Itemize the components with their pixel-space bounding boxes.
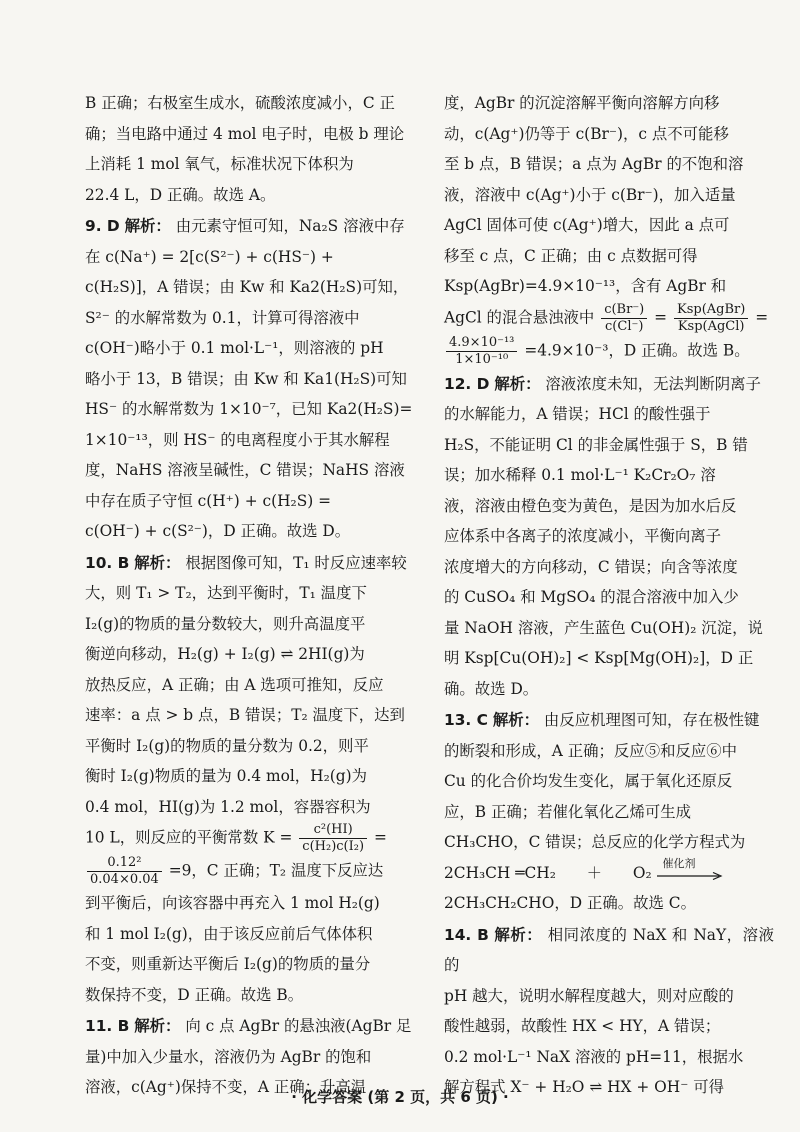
text-line: 明 Ksp[Cu(OH)₂] < Ksp[Mg(OH)₂]，D 正	[444, 649, 754, 667]
text-line: 度，AgBr 的沉淀溶解平衡向溶解方向移	[444, 94, 720, 112]
answer-q11-continued	[444, 88, 774, 368]
text-line: 由反应机理图可知，存在极性键	[543, 711, 760, 729]
fraction	[299, 822, 367, 855]
equilibrium-value-line	[85, 855, 415, 888]
fraction	[674, 302, 748, 335]
left-column	[85, 88, 415, 1103]
text-line: 放热反应，A 正确；由 A 选项可推知，反应	[85, 675, 384, 694]
equals-sign: =	[373, 828, 387, 847]
answer-label: 14. B	[444, 925, 489, 944]
answer-q13	[444, 705, 774, 919]
fraction-denominator: 1×10⁻¹⁰	[455, 351, 509, 367]
text-line: 和 1 mol I₂(g)，由于该反应前后气体体积	[85, 924, 373, 943]
text-line: I₂(g)的物质的量分数较大，则升高温度平	[85, 614, 366, 633]
chemical-equation	[444, 858, 774, 889]
answer-label: 10. B	[85, 553, 130, 572]
fraction-denominator: c(H₂)c(I₂)	[302, 839, 365, 854]
text-line: 到平衡后，向该容器中再充入 1 mol H₂(g)	[85, 894, 380, 912]
fraction	[601, 302, 647, 335]
text-line: 解方程式 X⁻ + H₂O ⇌ HX + OH⁻ 可得	[444, 1078, 724, 1096]
analysis-tag: 解析：	[492, 711, 540, 729]
text-line: 确；当电路中通过 4 mol 电子时，电极 b 理论	[85, 124, 405, 143]
text-line: 溶液，c(Ag⁺)保持不变，A 正确；升高温	[85, 1078, 367, 1096]
text-line: 数保持不变，D 正确。故选 B。	[85, 985, 304, 1004]
text-line: 不变，则重新达平衡后 I₂(g)的物质的量分	[85, 955, 371, 973]
text-line: 在 c(Na⁺) = 2[c(S²⁻) + c(HS⁻) +	[85, 247, 334, 266]
text-line: AgCl 固体可使 c(Ag⁺)增大，因此 a 点可	[444, 216, 730, 234]
text-line: 液，溶液中 c(Ag⁺)小于 c(Br⁻)，加入适量	[444, 185, 736, 204]
text-line: 大，则 T₁ > T₂，达到平衡时，T₁ 温度下	[85, 584, 367, 602]
page-footer: · 化学答案 (第 2 页，共 6 页) ·	[291, 1088, 509, 1106]
equals-sign: =	[755, 308, 769, 326]
analysis-tag: 解析：	[124, 217, 171, 235]
text-line: 略小于 13，B 错误；由 Kw 和 Ka1(H₂S)可知	[85, 369, 407, 388]
text-line: c(H₂S)]，A 错误；由 Kw 和 Ka2(H₂S)可知，	[85, 278, 409, 296]
text-line: Cu 的化合价均发生变化，属于氧化还原反	[444, 772, 733, 790]
answer-label: 13. C	[444, 711, 488, 729]
text-line: 衡时 I₂(g)物质的量为 0.4 mol，H₂(g)为	[85, 767, 368, 785]
analysis-tag: 解析：	[134, 553, 181, 572]
answer-q10	[85, 548, 415, 1011]
fraction-numerator: 0.12²	[87, 855, 162, 872]
fraction	[87, 855, 162, 888]
text-line: 应，B 正确；若催化氧化乙烯可生成	[444, 802, 692, 821]
text-line: 0.4 mol，HI(g)为 1.2 mol，容器容积为	[85, 797, 371, 816]
text-line: 量)中加入少量水，溶液仍为 AgBr 的饱和	[85, 1047, 372, 1066]
text-line: B 正确；右极室生成水，硫酸浓度减小，C 正	[85, 94, 395, 112]
text-line: pH 越大，说明水解程度越大，则对应酸的	[444, 986, 734, 1005]
text-line: 酸性越弱，故酸性 HX < HY，A 错误；	[444, 1017, 721, 1035]
catalyst-arrow	[657, 856, 727, 886]
fraction-denominator: 0.04×0.04	[90, 872, 159, 887]
text-line: 度，NaHS 溶液呈碱性，C 错误；NaHS 溶液	[85, 461, 405, 479]
analysis-tag: 解析：	[494, 925, 543, 944]
text-fragment: AgCl 的混合悬浊液中	[444, 308, 595, 326]
text-fragment: =9，C 正确；T₂ 温度下反应达	[168, 861, 384, 880]
text-line: 的 CuSO₄ 和 MgSO₄ 的混合溶液中加入少	[444, 588, 739, 606]
answer-q12	[444, 369, 774, 705]
text-line: 确。故选 D。	[444, 679, 539, 698]
text-line: 动，c(Ag⁺)仍等于 c(Br⁻)，c 点不可能移	[444, 124, 729, 143]
text-line: c(OH⁻) + c(S²⁻)，D 正确。故选 D。	[85, 522, 351, 540]
text-line: H₂S，不能证明 Cl 的非金属性强于 S，B 错	[444, 435, 748, 454]
text-line: 0.2 mol·L⁻¹ NaX 溶液的 pH=11，根据水	[444, 1047, 744, 1066]
text-line: 溶液浓度未知，无法判断阴离子	[545, 374, 761, 393]
fraction-numerator: Ksp(AgBr)	[674, 302, 748, 319]
fraction-numerator: c²(HI)	[299, 822, 367, 839]
analysis-tag: 解析：	[494, 374, 541, 393]
fraction	[446, 335, 517, 368]
text-line: 的断裂和形成，A 正确；反应⑤和反应⑥中	[444, 741, 738, 760]
text-line: 至 b 点，B 错误；a 点为 AgBr 的不饱和溶	[444, 155, 744, 173]
text-line: 应体系中各离子的浓度减小，平衡向离子	[444, 527, 722, 545]
text-line: 误；加水稀释 0.1 mol·L⁻¹ K₂Cr₂O₇ 溶	[444, 466, 716, 484]
fraction-numerator: 4.9×10⁻¹³	[446, 335, 517, 352]
arrow-icon	[657, 872, 723, 880]
text-line: 平衡时 I₂(g)的物质的量分数为 0.2，则平	[85, 736, 369, 755]
answer-label: 9. D	[85, 217, 120, 235]
text-line: 液，溶液由橙色变为黄色，是因为加水后反	[444, 496, 737, 515]
text-line: 根据图像可知，T₁ 时反应速率较	[185, 553, 407, 572]
text-line: 速率：a 点 > b 点，B 错误；T₂ 温度下，达到	[85, 706, 405, 724]
text-line: 向 c 点 AgBr 的悬浊液(AgBr 足	[185, 1017, 412, 1035]
equals-sign: =	[654, 308, 668, 326]
text-line: 1×10⁻¹³，则 HS⁻ 的电离程度小于其水解程	[85, 430, 390, 449]
paragraph-q8-end	[85, 88, 415, 210]
text-line: CH₃CHO，C 错误；总反应的化学方程式为	[444, 833, 746, 851]
equilibrium-constant-line	[85, 822, 415, 855]
text-line: 衡逆向移动，H₂(g) + I₂(g) ⇌ 2HI(g)为	[85, 645, 365, 663]
right-column	[444, 88, 774, 1103]
text-line: 的水解能力，A 错误；HCl 的酸性强于	[444, 405, 711, 423]
text-line: S²⁻ 的水解常数为 0.1，计算可得溶液中	[85, 308, 360, 327]
ratio-line	[444, 302, 774, 335]
text-line: 2CH₃CH₂CHO，D 正确。故选 C。	[444, 894, 696, 912]
text-line: 上消耗 1 mol 氧气，标准状况下体积为	[85, 155, 354, 173]
catalyst-label: 催化剂	[662, 856, 696, 870]
equation-reactants: 2CH₃CH ═CH₂ ＋ O₂	[444, 863, 652, 882]
fraction-denominator: Ksp(AgCl)	[677, 318, 745, 334]
text-line: HS⁻ 的水解常数为 1×10⁻⁷，已知 Ka2(H₂S)=	[85, 400, 413, 418]
text-line: 由元素守恒可知，Na₂S 溶液中存	[175, 217, 405, 235]
text-line: 中存在质子守恒 c(H⁺) + c(H₂S) =	[85, 491, 332, 510]
answer-q9	[85, 211, 415, 547]
text-line: 浓度增大的方向移动，C 错误；向含等浓度	[444, 557, 738, 576]
text-line: 移至 c 点，C 正确；由 c 点数据可得	[444, 246, 698, 265]
fraction-numerator: c(Br⁻)	[601, 302, 647, 319]
answer-label: 11. B	[85, 1017, 130, 1035]
text-line: 相同浓度的 NaX 和 NaY，溶液的	[444, 925, 774, 974]
text-fragment: =4.9×10⁻³，D 正确。故选 B。	[524, 341, 750, 359]
text-line: 22.4 L，D 正确。故选 A。	[85, 185, 276, 204]
analysis-tag: 解析：	[134, 1017, 181, 1035]
ratio-value-line	[444, 335, 774, 368]
answer-label: 12. D	[444, 374, 490, 393]
text-line: Ksp(AgBr)=4.9×10⁻¹³，含有 AgBr 和	[444, 277, 727, 295]
fraction-denominator: c(Cl⁻)	[605, 318, 644, 334]
text-line: 量 NaOH 溶液，产生蓝色 Cu(OH)₂ 沉淀，说	[444, 618, 763, 637]
text-line: c(OH⁻)略小于 0.1 mol·L⁻¹，则溶液的 pH	[85, 339, 384, 357]
answer-q14	[444, 920, 774, 1103]
text-fragment: 10 L，则反应的平衡常数 K =	[85, 828, 293, 847]
